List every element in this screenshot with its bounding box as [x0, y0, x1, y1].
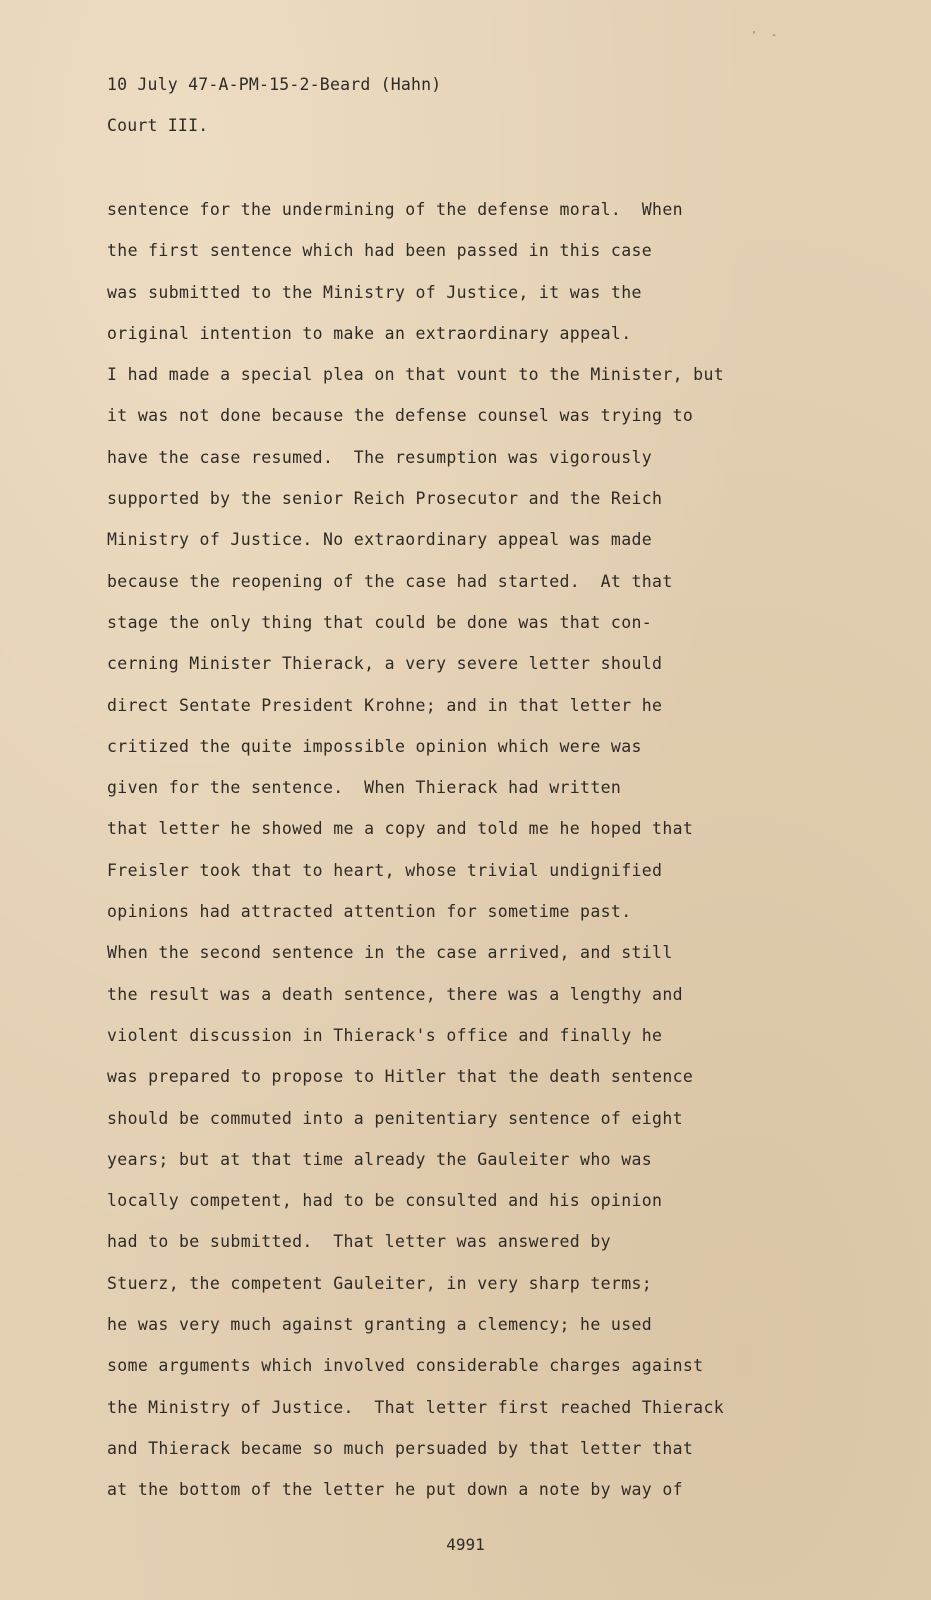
transcript-line: locally competent, had to be consulted and his opinion: [107, 1191, 663, 1211]
transcript-line: I had made a special plea on that vount to the Minister, but: [107, 365, 725, 385]
transcript-line: supported by the senior Reich Prosecutor and the Reich: [107, 489, 663, 509]
transcript-line: opinions had attracted attention for sometime past.: [107, 902, 632, 922]
page-number: 4991: [446, 1535, 485, 1554]
paper-mark: ' -: [750, 30, 781, 41]
transcript-line: Ministry of Justice. No extraordinary appeal was made: [107, 530, 653, 550]
transcript-line: years; but at that time already the Gauleiter who was: [107, 1149, 653, 1169]
transcript-line: he was very much against granting a clemency; he used: [107, 1315, 653, 1335]
transcript-line: violent discussion in Thierack's office and finally he: [107, 1025, 663, 1045]
transcript-line: at the bottom of the letter he put down a note by way of: [107, 1480, 683, 1500]
transcript-line: should be commuted into a penitentiary sentence of eight: [107, 1108, 683, 1128]
transcript-line: stage the only thing that could be done was that con-: [107, 612, 653, 632]
transcript-line: critized the quite impossible opinion which were was: [107, 736, 642, 756]
header-court-line: Court III.: [107, 116, 209, 135]
transcript-line: direct Sentate President Krohne; and in that letter he: [107, 695, 663, 715]
transcript-line: the first sentence which had been passed in this case: [107, 241, 653, 261]
transcript-line: the result was a death sentence, there was a lengthy and: [107, 984, 683, 1004]
transcript-line: Freisler took that to heart, whose trivial undignified: [107, 860, 663, 880]
transcript-line: had to be submitted. That letter was answered by: [107, 1232, 611, 1252]
transcript-line: the Ministry of Justice. That letter first reached Thierack: [107, 1397, 725, 1417]
transcript-line: sentence for the undermining of the defense moral. When: [107, 200, 683, 219]
transcript-line: that letter he showed me a copy and told me he hoped that: [107, 819, 694, 839]
transcript-line: have the case resumed. The resumption was vigorously: [107, 447, 653, 467]
transcript-line: and Thierack became so much persuaded by that letter that: [107, 1438, 694, 1458]
transcript-line: given for the sentence. When Thierack had written: [107, 778, 622, 798]
transcript-line: some arguments which involved considerable charges against: [107, 1356, 704, 1376]
transcript-line: Stuerz, the competent Gauleiter, in very sharp terms;: [107, 1273, 653, 1293]
transcript-line: When the second sentence in the case arrived, and still: [107, 943, 673, 963]
document-header: [107, 64, 441, 146]
transcript-line: because the reopening of the case had started. At that: [107, 571, 673, 591]
transcript-line: it was not done because the defense counsel was trying to: [107, 406, 694, 426]
transcript-line: original intention to make an extraordinary appeal.: [107, 323, 632, 343]
transcript-line: was prepared to propose to Hitler that the death sentence: [107, 1067, 694, 1087]
header-session-line: 10 July 47-A-PM-15-2-Beard (Hahn): [107, 75, 442, 94]
transcript-body: [107, 189, 907, 1511]
transcript-line: cerning Minister Thierack, a very severe letter should: [107, 654, 663, 674]
transcript-line: was submitted to the Ministry of Justice, it was the: [107, 282, 642, 302]
